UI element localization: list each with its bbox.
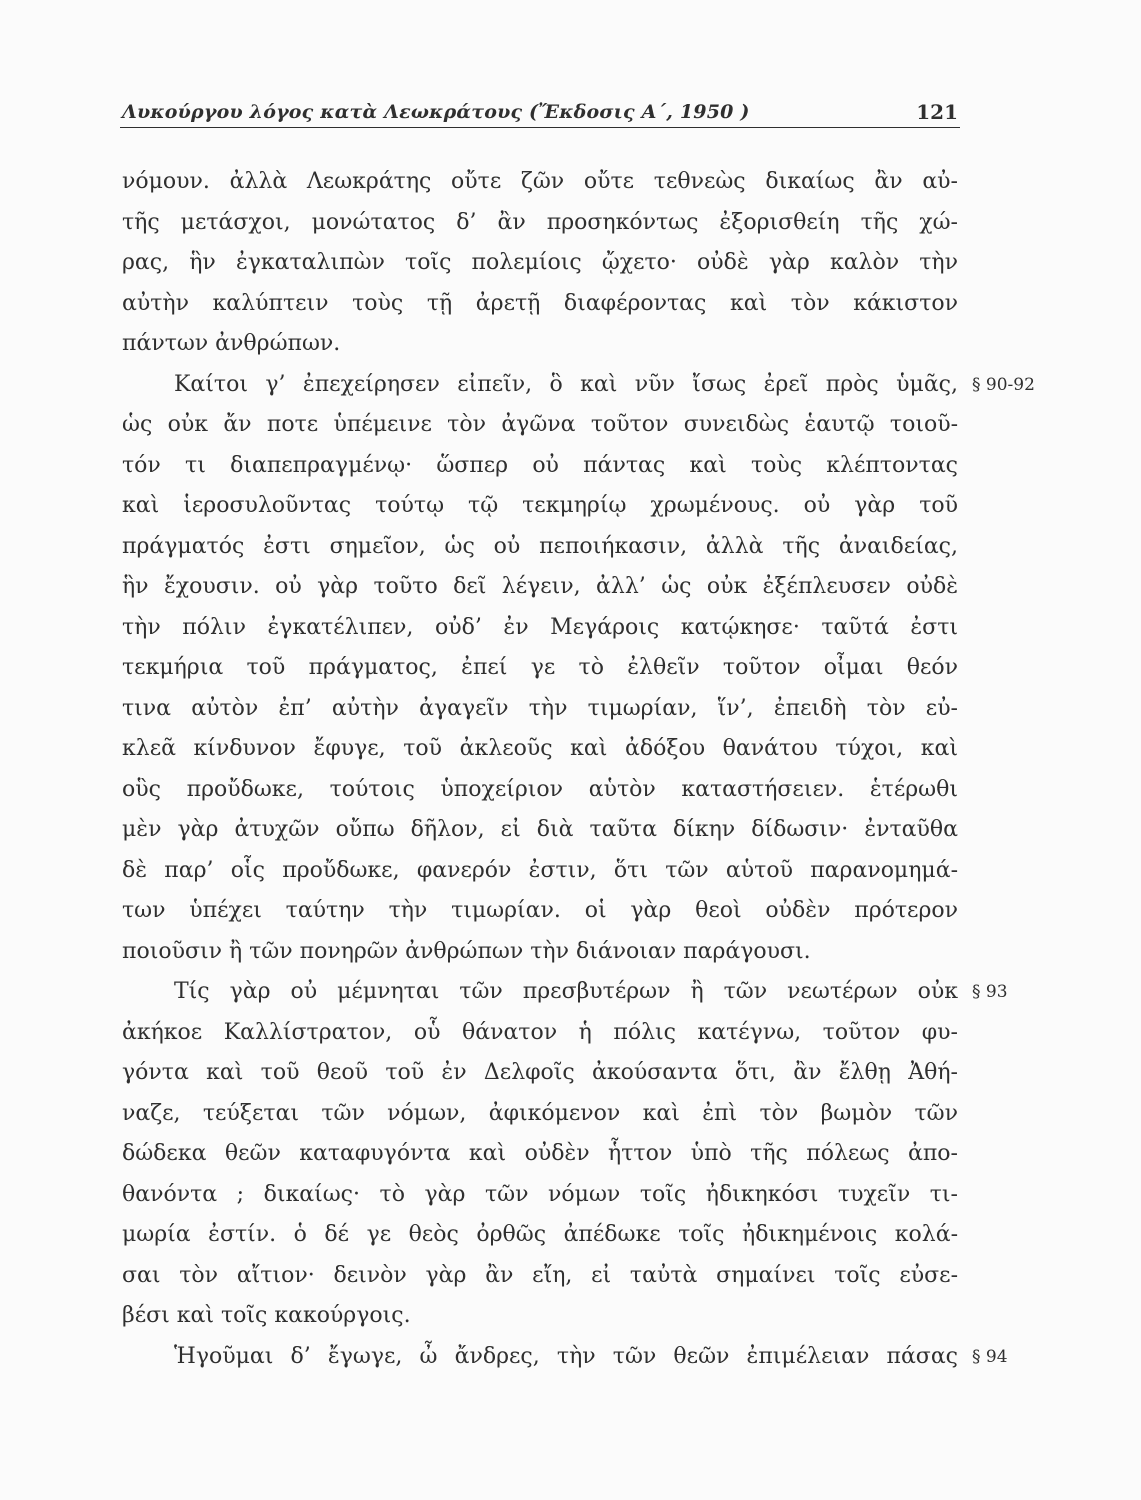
text-row [122, 365, 1082, 406]
text-row [122, 1053, 1082, 1094]
text-line: μὲν γὰρ ἀτυχῶν οὔπω δῆλον, εἰ διὰ ταῦτα δίκην δίδωσιν· ἐνταῦθα [122, 817, 958, 842]
text-row [122, 608, 1082, 649]
text-line: τὴν πόλιν ἐγκατέλιπεν, οὐδ’ ἐν Μεγάροις κατῴκησε· ταῦτά ἐστι [122, 614, 958, 640]
text-line: ναζε, τεύξεται τῶν νόμων, ἀφικόμενον καὶ ἐπὶ τὸν βωμὸν τῶν [122, 1100, 958, 1126]
text-line: αὐτὴν καλύπτειν τοὺς τῇ ἀρετῇ διαφέροντας καὶ τὸν κάκιστον [122, 290, 958, 316]
text-line: των ὑπέχει ταύτην τὴν τιμωρίαν. οἱ γὰρ θεοὶ οὐδὲν πρότερον [122, 898, 958, 923]
text-row [122, 243, 1082, 284]
text-row [122, 689, 1082, 730]
text-line: πράγματός ἐστι σημεῖον, ὡς οὐ πεποιήκασιν, ἀλλὰ τῆς ἀναιδείας, [122, 533, 958, 559]
text-line: Τίς γὰρ οὐ μέμνηται τῶν πρεσβυτέρων ἢ τῶν νεωτέρων οὐκ [174, 979, 958, 1004]
text-line: τόν τι διαπεπραγμένῳ· ὥσπερ οὐ πάντας καὶ τοὺς κλέπτοντας [122, 452, 958, 478]
page-number: 121 [916, 100, 958, 124]
text-line: δώδεκα θεῶν καταφυγόντα καὶ οὐδὲν ἧττον ὑπὸ τῆς πόλεως ἀπο- [122, 1141, 958, 1166]
text-line: πάντων ἀνθρώπων. [122, 331, 341, 356]
text-line: ὡς οὐκ ἄν ποτε ὑπέμεινε τὸν ἀγῶνα τοῦτον συνειδὼς ἑαυτῷ τοιοῦ- [122, 412, 958, 437]
running-title: Λυκούργου λόγος κατὰ Λεωκράτους (Ἔκδοσις Α΄, 1950 ) [122, 101, 750, 123]
margin-note: § 93 [972, 982, 1008, 1002]
text-line: ἣν ἔχουσιν. οὐ γὰρ τοῦτο δεῖ λέγειν, ἀλλ’ ὡς οὐκ ἐξέπλευσεν οὐδὲ [122, 574, 958, 599]
text-row [122, 1134, 1082, 1175]
text-row [122, 1337, 1082, 1378]
text-line: Καίτοι γ’ ἐπεχείρησεν εἰπεῖν, ὃ καὶ νῦν ἴσως ἐρεῖ πρὸς ὑμᾶς, [174, 371, 958, 397]
margin-note: § 94 [972, 1346, 1008, 1367]
text-row [122, 851, 1082, 892]
text-row [122, 1296, 1082, 1337]
text-row [122, 891, 1082, 932]
text-row [122, 810, 1082, 851]
text-row [122, 284, 1082, 325]
text-line: δὲ παρ’ οἷς προὔδωκε, φανερόν ἐστιν, ὅτι τῶν αὑτοῦ παρανομημά- [122, 857, 958, 883]
text-line: ρας, ἣν ἐγκαταλιπὼν τοῖς πολεμίοις ᾤχετο· οὐδὲ γὰρ καλὸν τὴν [122, 250, 958, 275]
text-line: βέσι καὶ τοῖς κακούργοις. [122, 1303, 411, 1328]
text-row [122, 1256, 1082, 1297]
text-line: Ἡγοῦμαι δ’ ἔγωγε, ὦ ἄνδρες, τὴν τῶν θεῶν ἐπιμέλειαν πάσας [174, 1343, 958, 1369]
text-row [122, 486, 1082, 527]
text-row [122, 932, 1082, 973]
text-line: καὶ ἱεροσυλοῦντας τούτῳ τῷ τεκμηρίῳ χρωμένους. οὐ γὰρ τοῦ [122, 493, 958, 518]
text-row [122, 729, 1082, 770]
text-line: σαι τὸν αἴτιον· δεινὸν γὰρ ἂν εἴη, εἰ ταὐτὰ σημαίνει τοῖς εὐσε- [122, 1262, 958, 1288]
text-line: τεκμήρια τοῦ πράγματος, ἐπεί γε τὸ ἐλθεῖν τοῦτον οἶμαι θεόν [122, 655, 958, 680]
text-line: θανόντα ; δικαίως· τὸ γὰρ τῶν νόμων τοῖς ἠδικηκόσι τυχεῖν τι- [122, 1181, 958, 1207]
text-row [122, 567, 1082, 608]
text-row [122, 324, 1082, 365]
text-row [122, 405, 1082, 446]
text-line: τινα αὐτὸν ἐπ’ αὐτὴν ἀγαγεῖν τὴν τιμωρίαν, ἵν’, ἐπειδὴ τὸν εὐ- [122, 695, 958, 721]
text-line: μωρία ἐστίν. ὁ δέ γε θεὸς ὀρθῶς ἀπέδωκε τοῖς ἠδικημένοις κολά- [122, 1222, 958, 1247]
text-row [122, 1175, 1082, 1216]
text-row [122, 162, 1082, 203]
text-line: ποιοῦσιν ἢ τῶν πονηρῶν ἀνθρώπων τὴν διάνοιαν παράγουσι. [122, 938, 811, 964]
text-row [122, 648, 1082, 689]
margin-note: § 90-92 [972, 374, 1035, 395]
text-line: ἀκήκοε Καλλίστρατον, οὗ θάνατον ἡ πόλις κατέγνω, τοῦτον φυ- [122, 1019, 958, 1045]
header-rule [120, 127, 960, 128]
text-row [122, 1215, 1082, 1256]
text-line: νόμουν. ἀλλὰ Λεωκράτης οὔτε ζῶν οὔτε τεθνεὼς δικαίως ἂν αὐ- [122, 169, 958, 194]
text-row [122, 446, 1082, 487]
text-line: κλεᾶ κίνδυνον ἔφυγε, τοῦ ἀκλεοῦς καὶ ἀδόξου θανάτου τύχοι, καὶ [122, 736, 958, 761]
text-line: οὓς προὔδωκε, τούτοις ὑποχείριον αὑτὸν καταστήσειεν. ἑτέρωθι [122, 776, 958, 802]
text-line: τῆς μετάσχοι, μονώτατος δ’ ἂν προσηκόντως ἐξορισθείη τῆς χώ- [122, 209, 958, 235]
text-row [122, 1094, 1082, 1135]
text-row [122, 203, 1082, 244]
text-row [122, 972, 1082, 1013]
text-line: γόντα καὶ τοῦ θεοῦ τοῦ ἐν Δελφοῖς ἀκούσαντα ὅτι, ἂν ἔλθῃ Ἀθή- [122, 1060, 958, 1085]
running-header [122, 96, 960, 128]
text-row [122, 770, 1082, 811]
body-text [122, 162, 1082, 1377]
text-row [122, 1013, 1082, 1054]
text-row [122, 527, 1082, 568]
